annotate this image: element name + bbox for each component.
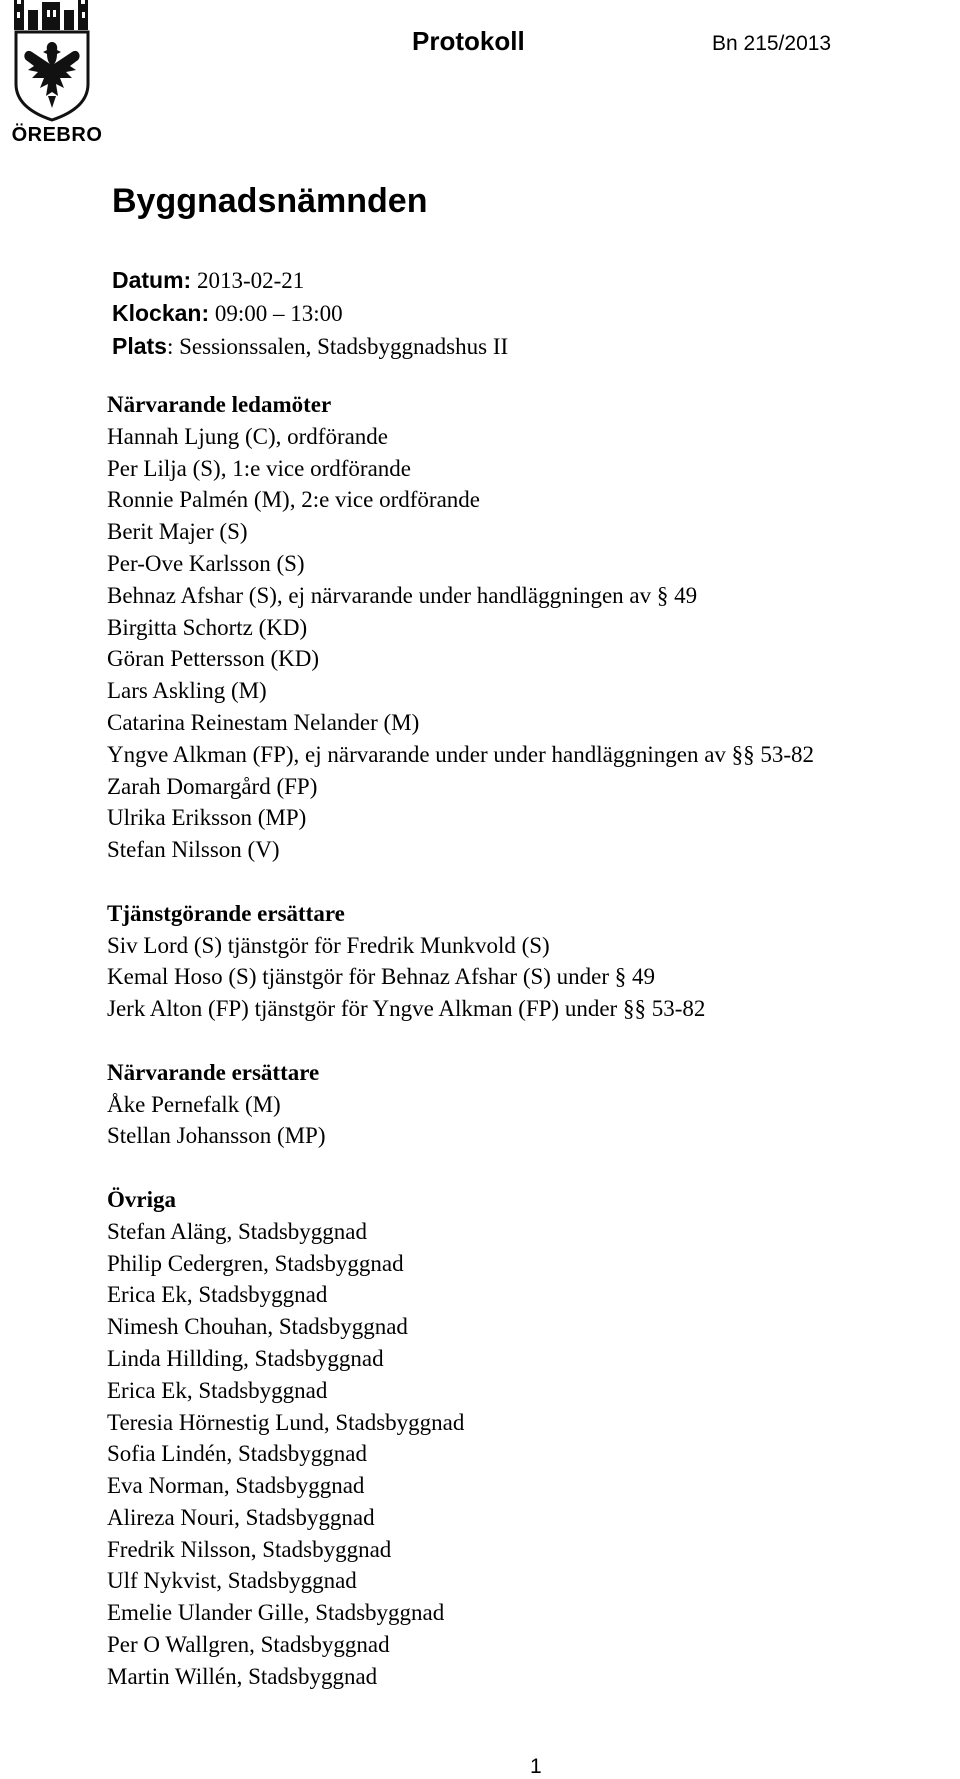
attendee-entry: Catarina Reinestam Nelander (M) xyxy=(107,709,420,735)
attendance-sections xyxy=(107,389,814,1724)
attendee-entry: Stefan Nilsson (V) xyxy=(107,837,280,863)
attendee-entry: Stellan Johansson (MP) xyxy=(107,1123,326,1149)
attendee-entry: Eva Norman, Stadsbyggnad xyxy=(107,1473,365,1499)
place-value: : Sessionssalen, Stadsbyggnadshus II xyxy=(166,334,509,359)
meeting-info xyxy=(112,264,508,363)
attendee-entry: Berit Majer (S) xyxy=(107,519,248,545)
attendee-entry: Alireza Nouri, Stadsbyggnad xyxy=(107,1504,375,1530)
attendee-entry: Ulf Nykvist, Stadsbyggnad xyxy=(107,1568,357,1594)
section-title: Närvarande ersättare xyxy=(107,1059,320,1085)
attendee-entry: Åke Pernefalk (M) xyxy=(107,1091,281,1117)
attendee-entry: Zarah Domargård (FP) xyxy=(107,773,318,799)
attendance-section xyxy=(107,389,814,866)
page-title: Byggnadsnämnden xyxy=(112,182,428,220)
attendee-entry: Lars Askling (M) xyxy=(107,678,267,704)
document-number: Bn 215/2013 xyxy=(712,32,832,55)
date-value: 2013-02-21 xyxy=(196,268,305,293)
time-label: Klockan: xyxy=(112,300,210,326)
section-title: Tjänstgörande ersättare xyxy=(107,900,345,926)
attendee-entry: Siv Lord (S) tjänstgör för Fredrik Munkvold (S) xyxy=(107,932,550,958)
attendee-entry: Birgitta Schortz (KD) xyxy=(107,614,308,640)
attendee-entry: Kemal Hoso (S) tjänstgör för Behnaz Afshar (S) under § 49 xyxy=(107,964,656,990)
orebro-coat-of-arms-logo xyxy=(10,0,103,150)
coat-of-arms-icon xyxy=(10,0,94,124)
attendee-entry: Yngve Alkman (FP), ej närvarande under under handläggningen av §§ 53-82 xyxy=(107,741,815,767)
attendee-entry: Stefan Aläng, Stadsbyggnad xyxy=(107,1218,367,1244)
attendee-entry: Göran Pettersson (KD) xyxy=(107,646,320,672)
attendance-section xyxy=(107,898,814,1025)
meeting-place-row xyxy=(112,330,508,363)
attendance-section xyxy=(107,1184,814,1693)
attendee-entry: Linda Hillding, Stadsbyggnad xyxy=(107,1345,384,1371)
attendee-entry: Teresia Hörnestig Lund, Stadsbyggnad xyxy=(107,1409,465,1435)
attendance-section xyxy=(107,1057,814,1152)
attendee-entry: Martin Willén, Stadsbyggnad xyxy=(107,1663,378,1689)
attendee-entry: Philip Cedergren, Stadsbyggnad xyxy=(107,1250,404,1276)
city-name: ÖREBRO xyxy=(11,124,103,146)
attendee-entry: Ronnie Palmén (M), 2:e vice ordförande xyxy=(107,487,480,513)
section-title: Övriga xyxy=(107,1186,176,1212)
meeting-date-row xyxy=(112,264,508,297)
attendee-entry: Ulrika Eriksson (MP) xyxy=(107,805,307,831)
meeting-time-row xyxy=(112,297,508,330)
attendee-entry: Nimesh Chouhan, Stadsbyggnad xyxy=(107,1314,408,1340)
attendee-entry: Erica Ek, Stadsbyggnad xyxy=(107,1377,328,1403)
place-label: Plats xyxy=(112,333,167,359)
attendee-entry: Sofia Lindén, Stadsbyggnad xyxy=(107,1441,367,1467)
attendee-entry: Jerk Alton (FP) tjänstgör för Yngve Alkman (FP) under §§ 53-82 xyxy=(107,996,706,1022)
document-type: Protokoll xyxy=(412,26,525,56)
attendee-entry: Behnaz Afshar (S), ej närvarande under handläggningen av § 49 xyxy=(107,582,698,608)
attendee-entry: Per Lilja (S), 1:e vice ordförande xyxy=(107,455,411,481)
attendee-entry: Fredrik Nilsson, Stadsbyggnad xyxy=(107,1536,392,1562)
attendee-entry: Per O Wallgren, Stadsbyggnad xyxy=(107,1632,390,1658)
attendee-entry: Erica Ek, Stadsbyggnad xyxy=(107,1282,328,1308)
attendee-entry: Per-Ove Karlsson (S) xyxy=(107,550,305,576)
attendee-entry: Emelie Ulander Gille, Stadsbyggnad xyxy=(107,1600,445,1626)
date-label: Datum: xyxy=(112,267,192,293)
page-number: 1 xyxy=(530,1755,542,1778)
section-title: Närvarande ledamöter xyxy=(107,392,332,417)
time-value: 09:00 – 13:00 xyxy=(214,301,343,326)
attendee-entry: Hannah Ljung (C), ordförande xyxy=(107,423,389,449)
